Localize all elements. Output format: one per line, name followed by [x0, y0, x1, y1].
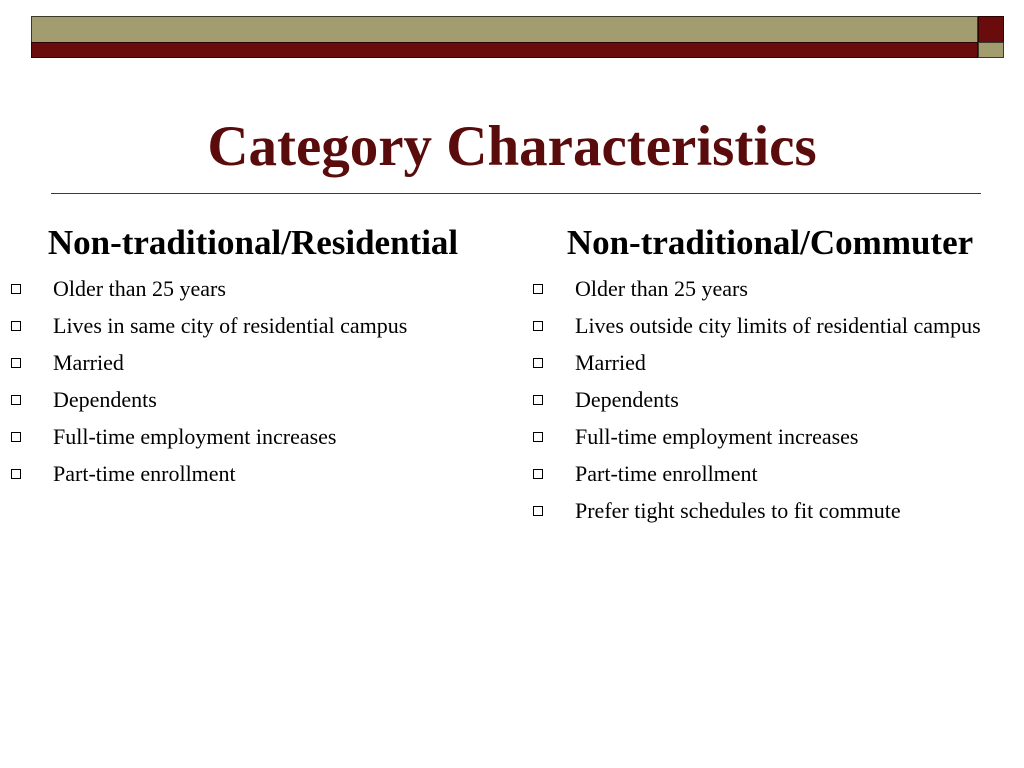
- header-square-olive: [978, 42, 1004, 58]
- title-divider: [51, 193, 981, 194]
- left-bullet-list: [8, 274, 498, 489]
- square-bullet-icon: [11, 432, 21, 442]
- list-item: Lives outside city limits of residential campus: [530, 311, 1010, 341]
- square-bullet-icon: [533, 506, 543, 516]
- square-bullet-icon: [11, 284, 21, 294]
- list-item: Married: [8, 348, 498, 378]
- list-item: Full-time employment increases: [8, 422, 498, 452]
- header-bar-olive: [31, 16, 978, 43]
- right-column-heading: Non-traditional/Commuter: [566, 223, 974, 262]
- left-column: [8, 222, 498, 496]
- square-bullet-icon: [11, 358, 21, 368]
- list-item: Part-time enrollment: [8, 459, 498, 489]
- list-item: Older than 25 years: [8, 274, 498, 304]
- list-item: Older than 25 years: [530, 274, 1010, 304]
- square-bullet-icon: [533, 469, 543, 479]
- list-item: Full-time employment increases: [530, 422, 1010, 452]
- right-column: [530, 222, 1010, 533]
- header-bar-red: [31, 42, 978, 58]
- list-item: Part-time enrollment: [530, 459, 1010, 489]
- square-bullet-icon: [533, 395, 543, 405]
- header-square-red: [978, 16, 1004, 43]
- right-bullet-list: [530, 274, 1010, 526]
- list-item: Lives in same city of residential campus: [8, 311, 498, 341]
- list-item: Dependents: [8, 385, 498, 415]
- square-bullet-icon: [11, 395, 21, 405]
- list-item: Married: [530, 348, 1010, 378]
- list-item: Dependents: [530, 385, 1010, 415]
- left-column-heading: Non-traditional/Residential: [47, 223, 459, 262]
- square-bullet-icon: [533, 284, 543, 294]
- square-bullet-icon: [533, 321, 543, 331]
- square-bullet-icon: [533, 432, 543, 442]
- square-bullet-icon: [11, 321, 21, 331]
- slide-title: Category Characteristics: [207, 115, 817, 178]
- square-bullet-icon: [11, 469, 21, 479]
- square-bullet-icon: [533, 358, 543, 368]
- list-item: Prefer tight schedules to fit commute: [530, 496, 1010, 526]
